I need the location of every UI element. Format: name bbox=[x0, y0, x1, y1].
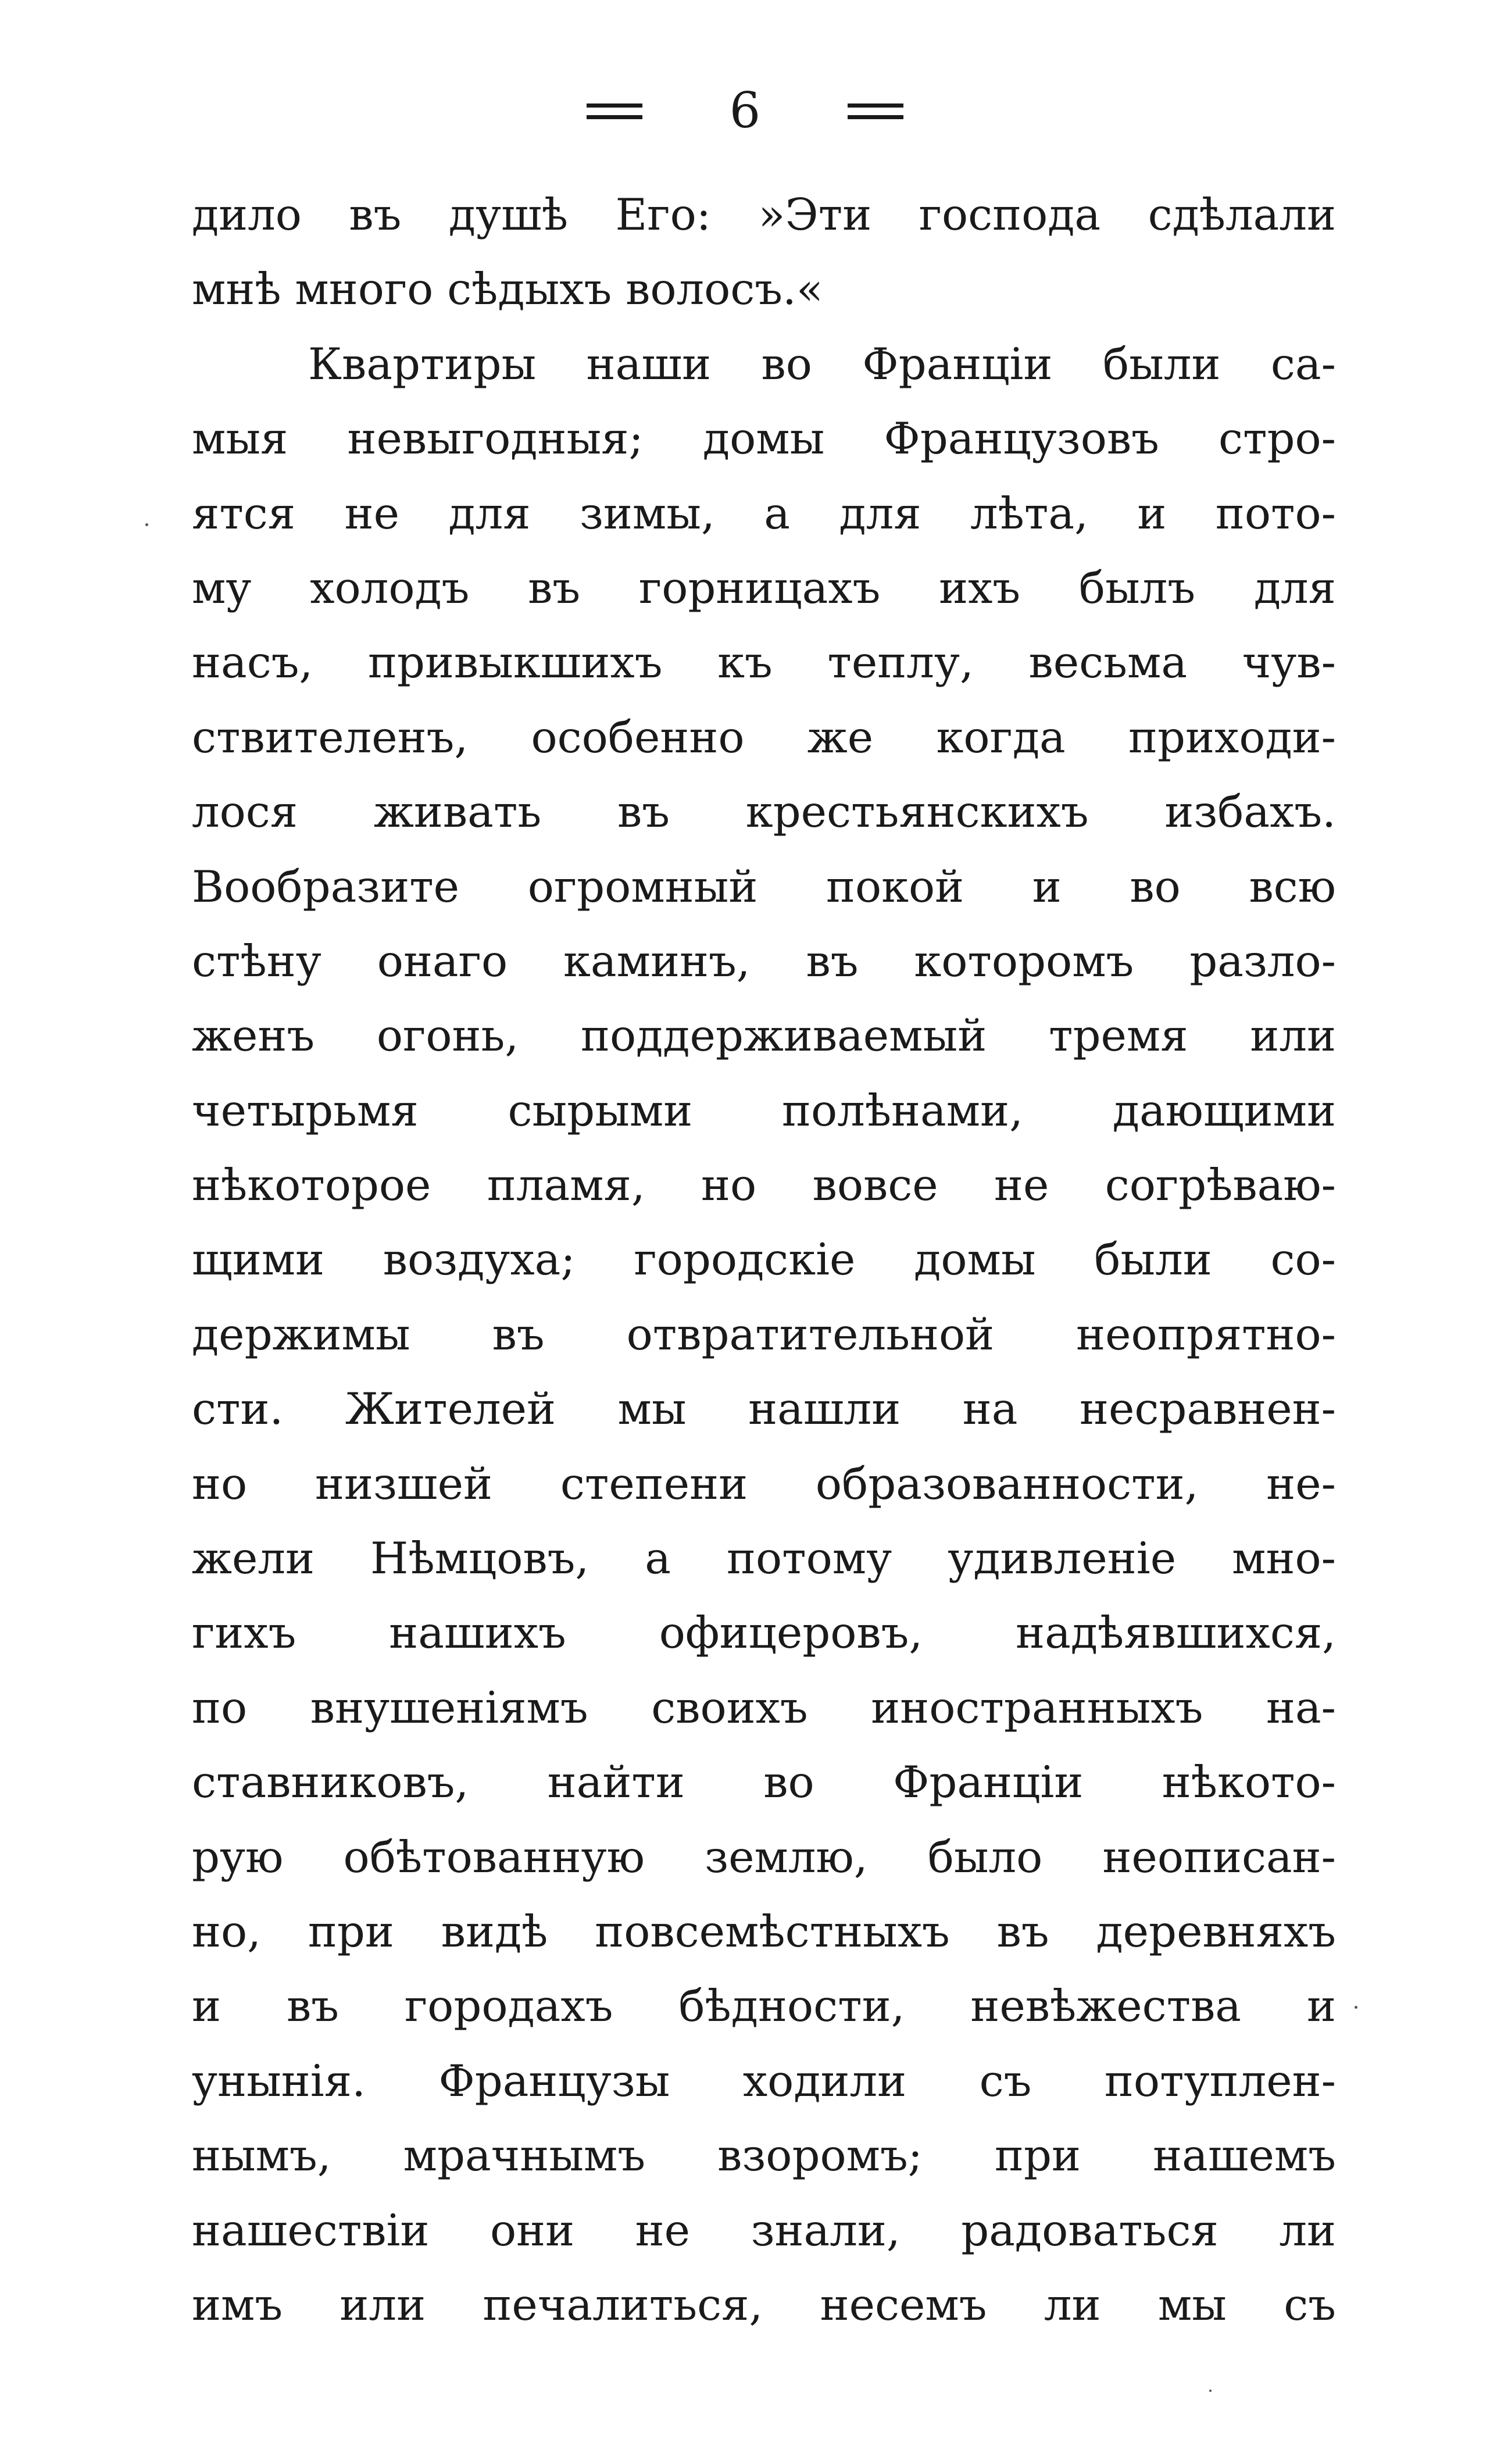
text-line: ставниковъ, найти во Франціи нѣкото- bbox=[192, 1756, 1336, 1808]
text-line: дило въ душѣ Его: »Эти господа сдѣлали bbox=[192, 189, 1336, 240]
right-double-rule bbox=[848, 99, 903, 122]
text-line: нѣкоторое пламя, но вовсе не согрѣваю- bbox=[192, 1159, 1336, 1211]
text-line: унынія. Французы ходили съ потуплен- bbox=[192, 2055, 1336, 2106]
page-number: 6 bbox=[729, 82, 761, 139]
paragraph-first-line: Квартиры наши во Франціи были са- bbox=[308, 338, 1336, 390]
left-double-rule bbox=[587, 99, 642, 122]
text-line: гихъ нашихъ офицеровъ, надѣявшихся, bbox=[192, 1607, 1336, 1659]
page-header bbox=[0, 76, 1490, 145]
text-line: мыя невыгодныя; домы Французовъ стро- bbox=[192, 413, 1336, 465]
text-line: рую обѣтованную землю, было неописан- bbox=[192, 1831, 1336, 1883]
print-speck bbox=[1209, 2390, 1212, 2392]
text-line: имъ или печалиться, несемъ ли мы съ bbox=[192, 2279, 1336, 2330]
text-line: нашествіи они не знали, радоваться ли bbox=[192, 2204, 1336, 2256]
print-speck bbox=[1355, 2006, 1357, 2009]
text-line: держимы въ отвратительной неопрятно- bbox=[192, 1308, 1336, 1360]
text-line: Вообразите огромный покой и во всю bbox=[192, 860, 1336, 912]
text-line: по внушеніямъ своихъ иностранныхъ на- bbox=[192, 1681, 1336, 1733]
text-line: лося живать въ крестьянскихъ избахъ. bbox=[192, 786, 1336, 838]
text-line: нымъ, мрачнымъ взоромъ; при нашемъ bbox=[192, 2130, 1336, 2181]
text-line: насъ, привыкшихъ къ теплу, весьма чув- bbox=[192, 637, 1336, 688]
text-line: но, при видѣ повсемѣстныхъ въ деревняхъ bbox=[192, 1905, 1336, 1957]
text-line: стѣну онаго каминъ, въ которомъ разло- bbox=[192, 935, 1336, 987]
text-line: ствителенъ, особенно же когда приходи- bbox=[192, 711, 1336, 763]
text-line: женъ огонь, поддерживаемый тремя или bbox=[192, 1010, 1336, 1062]
text-line: сти. Жителей мы нашли на несравнен- bbox=[192, 1383, 1336, 1435]
print-speck bbox=[145, 523, 148, 526]
body-text bbox=[192, 177, 1336, 2342]
text-line: му холодъ въ горницахъ ихъ былъ для bbox=[192, 562, 1336, 613]
text-line: жели Нѣмцовъ, а потому удивленіе мно- bbox=[192, 1533, 1336, 1584]
text-line: щими воздуха; городскіе домы были со- bbox=[192, 1234, 1336, 1285]
text-line: ятся не для зимы, а для лѣта, и пото- bbox=[192, 487, 1336, 539]
text-line: четырьмя сырыми полѣнами, дающими bbox=[192, 1084, 1336, 1136]
text-line: и въ городахъ бѣдности, невѣжества и bbox=[192, 1980, 1336, 2032]
text-line: но низшей степени образованности, не- bbox=[192, 1458, 1336, 1509]
text-line: мнѣ много сѣдыхъ волосъ.« bbox=[192, 263, 823, 315]
